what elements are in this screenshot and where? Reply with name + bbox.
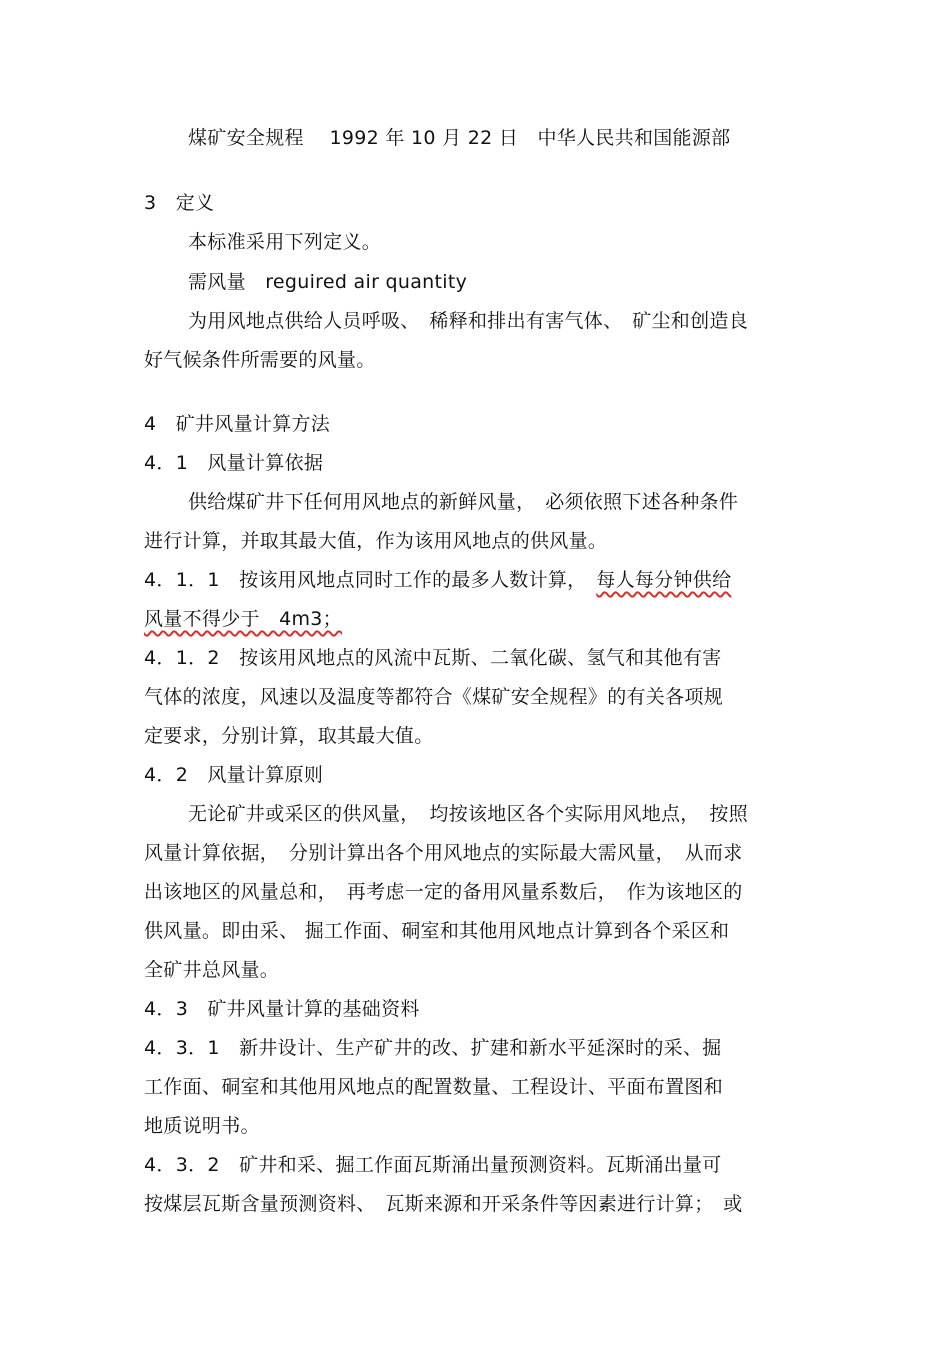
clause-line: 定要求，分别计算，取其最大值。 — [144, 725, 434, 747]
clause-line: 气体的浓度，风速以及温度等都符合《煤矿安全规程》的有关各项规 — [144, 686, 724, 708]
document-header: 煤矿安全规程 1992 年 10 月 22 日 中华人民共和国能源部 — [188, 127, 731, 149]
clause-line: 工作面、硐室和其他用风地点的配置数量、工程设计、平面布置图和 — [144, 1076, 724, 1098]
section-3-intro: 本标准采用下列定义。 — [188, 231, 382, 253]
paragraph-line: 供给煤矿井下任何用风地点的新鲜风量， 必须依照下述各种条件 — [188, 491, 739, 513]
term-required-air-quantity: 需风量 reguired air quantity — [188, 271, 468, 293]
clause-line: 4．1．2 按该用风地点的风流中瓦斯、二氧化碳、氢气和其他有害 — [144, 647, 722, 669]
clause-4-1-1-cont — [144, 607, 342, 631]
clause-line: 4．3．1 新井设计、生产矿井的改、扩建和新水平延深时的采、掘 — [144, 1037, 722, 1059]
section-4-1-heading: 4．1 风量计算依据 — [144, 452, 324, 474]
clause-4-1-1 — [144, 568, 731, 592]
paragraph-line: 进行计算，并取其最大值，作为该用风地点的供风量。 — [144, 530, 608, 552]
definition-line: 为用风地点供给人员呼吸、 稀释和排出有害气体、 矿尘和创造良 — [188, 310, 749, 332]
clause-line: 按煤层瓦斯含量预测资料、 瓦斯来源和开采条件等因素进行计算； 或 — [144, 1193, 743, 1215]
section-3-heading: 3 定义 — [144, 192, 215, 214]
section-4-heading: 4 矿井风量计算方法 — [144, 413, 331, 435]
spellcheck-flagged-text[interactable]: 风量不得少于 4m3； — [144, 608, 342, 630]
spellcheck-flagged-text[interactable]: 每人每分钟供给 — [596, 569, 732, 591]
paragraph-line: 无论矿井或采区的供风量， 均按该地区各个实际用风地点， 按照 — [188, 803, 749, 825]
paragraph-line: 供风量。即由采、 掘工作面、硐室和其他用风地点计算到各个采区和 — [144, 920, 730, 942]
paragraph-line: 出该地区的风量总和， 再考虑一定的备用风量系数后， 作为该地区的 — [144, 881, 743, 903]
paragraph-line: 风量计算依据， 分别计算出各个用风地点的实际最大需风量， 从而求 — [144, 842, 743, 864]
section-4-3-heading: 4．3 矿井风量计算的基础资料 — [144, 998, 420, 1020]
clause-line: 4．3．2 矿井和采、掘工作面瓦斯涌出量预测资料。瓦斯涌出量可 — [144, 1154, 722, 1176]
definition-line: 好气候条件所需要的风量。 — [144, 349, 376, 371]
clause-line: 地质说明书。 — [144, 1115, 260, 1137]
paragraph-line: 全矿井总风量。 — [144, 959, 280, 981]
section-4-2-heading: 4．2 风量计算原则 — [144, 764, 324, 786]
clause-text: 4．1．1 按该用风地点同时工作的最多人数计算， — [144, 569, 597, 591]
